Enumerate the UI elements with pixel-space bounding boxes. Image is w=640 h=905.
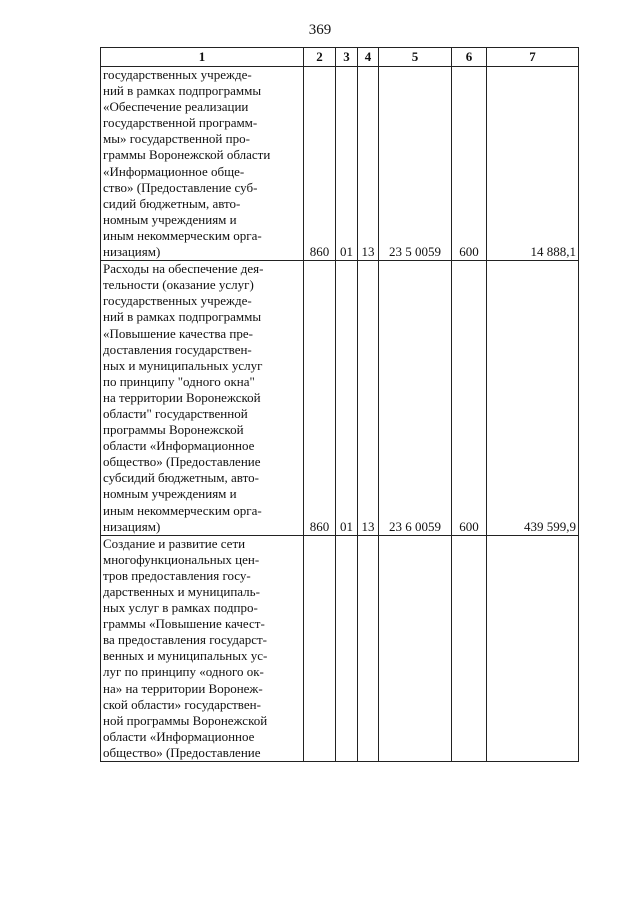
description-line: ва предоставления государст- [103,632,268,648]
header-col-7: 7 [487,48,579,67]
header-row [101,48,579,67]
cell-subsection: 13 [358,67,379,261]
description-line: области «Информационное [103,438,255,454]
description-line: на» на территории Воронеж- [103,680,263,696]
description-line: «Повышение качества пре- [103,325,253,341]
description-line: тельности (оказание услуг) [103,277,254,293]
cell-expense-type: 600 [452,261,487,536]
description-line: номным учреждениям и [103,211,237,227]
description-line: луг по принципу «одного ок- [103,664,264,680]
description-line: мы» государственной про- [103,131,250,147]
description-line: ской области» государствен- [103,696,261,712]
description-line: государственных учрежде- [103,67,252,82]
description-line: государственных учрежде- [103,293,252,309]
description-line: ной программы Воронежской [103,712,268,728]
cell-subsection [358,535,379,761]
description-line: «Информационное обще- [103,163,245,179]
table-row [101,67,579,261]
description-line: субсидий бюджетным, авто- [103,470,259,486]
description-line: программы Воронежской [103,422,244,438]
description-line: «Обеспечение реализации [103,99,249,115]
description-line: иным некоммерческим орга- [103,502,262,518]
cell-target-article: 23 6 0059 [379,261,452,536]
description-line: граммы Воронежской области [103,147,271,163]
cell-expense-type [452,535,487,761]
header-col-1: 1 [101,48,304,67]
description-line: дарственных и муниципаль- [103,584,260,599]
description-line: тров предоставления госу- [103,567,251,583]
header-col-5: 5 [379,48,452,67]
cell-section [336,535,358,761]
description-line: области" государственной [103,405,248,421]
description-line: иным некоммерческим орга- [103,227,262,243]
cell-ministry-code [304,535,336,761]
page-number: 369 [308,22,332,38]
cell-expense-type: 600 [452,67,487,261]
description-line: общество» (Предоставление [103,454,261,470]
row-description [101,535,304,761]
description-line: номным учреждениям и [103,486,237,502]
cell-ministry-code: 860 [304,67,336,261]
description-line: государственной программ- [103,115,258,131]
description-line: доставления государствен- [103,341,252,357]
header-col-4: 4 [358,48,379,67]
table-row [101,261,579,536]
cell-target-article [379,535,452,761]
cell-section: 01 [336,67,358,261]
table-header [101,48,579,67]
row-description [101,261,304,536]
cell-subsection: 13 [358,261,379,536]
description-line: на территории Воронежской [103,389,261,405]
header-col-2: 2 [304,48,336,67]
cell-amount: 439 599,9 [487,261,579,536]
description-line: ство» (Предоставление суб- [103,179,258,195]
description-line: ний в рамках подпрограммы [103,309,262,325]
description-line: многофункциональных цен- [103,551,260,567]
cell-amount [487,535,579,761]
description-line: граммы «Повышение качест- [103,616,265,632]
table-row [101,535,579,761]
description-line: области «Информационное [103,728,255,744]
cell-amount: 14 888,1 [487,67,579,261]
description-line: общество» (Предоставление [103,744,261,760]
description-line: низациям) [103,518,161,534]
cell-ministry-code: 860 [304,261,336,536]
description-line: Создание и развитие сети [103,535,246,551]
description-line: по принципу "одного окна" [103,373,255,389]
header-col-3: 3 [336,48,358,67]
header-col-6: 6 [452,48,487,67]
table-body [101,67,579,762]
description-line: венных и муниципальных ус- [103,648,268,664]
row-description [101,67,304,261]
description-line: ний в рамках подпрограммы [103,83,262,99]
description-line: Расходы на обеспечение дея- [103,261,264,277]
description-line: низациям) [103,244,161,260]
budget-table [100,47,579,762]
description-line: сидий бюджетным, авто- [103,195,241,211]
cell-section: 01 [336,261,358,536]
cell-target-article: 23 5 0059 [379,67,452,261]
description-line: ных и муниципальных услуг [103,357,263,373]
description-line: ных услуг в рамках подпро- [103,600,258,616]
